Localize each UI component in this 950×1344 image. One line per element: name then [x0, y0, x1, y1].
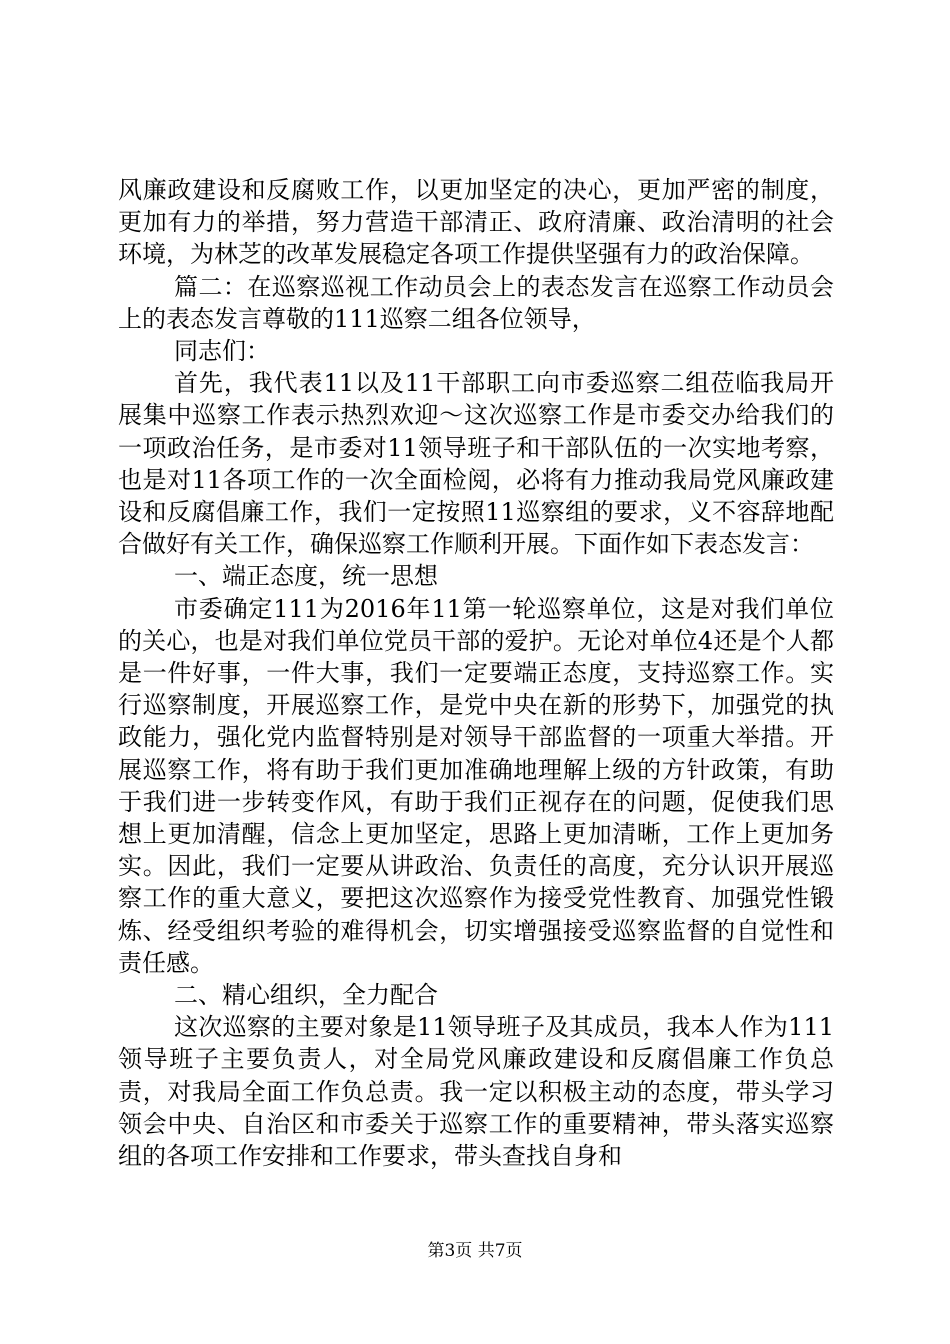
- page-footer: 第3页 共7页: [427, 1241, 523, 1261]
- paragraph-opening: 首先，我代表11以及11干部职工向市委巡察二组莅临我局开展集中巡察工作表示热烈欢迎～这次巡察工作是市委交办给我们的一项政治任务，是市委对11领导班子和干部队伍的一次实地考察，也是对11各项工作的一次全面检阅，必将有力推动我局党风廉政建设和反腐倡廉工作，我们一定按照11巡察组的要求，义不容辞地配合做好有关工作，确保巡察工作顺利开展。下面作如下表态发言：: [118, 369, 834, 559]
- paragraph-continuation: 风廉政建设和反腐败工作，以更加坚定的决心，更加严密的制度，更加有力的举措，努力营造干部清正、政府清廉、政治清明的社会环境，为林芝的改革发展稳定各项工作提供坚强有力的政治保障。: [118, 176, 834, 269]
- paragraph-salutation: 同志们：: [174, 337, 270, 366]
- heading-two: 二、精心组织，全力配合: [174, 981, 438, 1010]
- paragraph-section-title: 篇二：在巡察巡视工作动员会上的表态发言在巡察工作动员会上的表态发言尊敬的111巡察二组各位领导，: [118, 272, 834, 333]
- heading-one: 一、端正态度，统一思想: [174, 562, 438, 591]
- paragraph-cooperation: 这次巡察的主要对象是11领导班子及其成员，我本人作为111领导班子主要负责人，对全局党风廉政建设和反腐倡廉工作负总责，对我局全面工作负总责。我一定以积极主动的态度，带头学习领会中央、自治区和市委关于巡察工作的重要精神，带头落实巡察组的各项工作安排和工作要求，带头查找自身和: [118, 1013, 834, 1171]
- document-body: [118, 174, 834, 1172]
- paragraph-attitude: 市委确定111为2016年11第一轮巡察单位，这是对我们单位的关心，也是对我们单位党员干部的爱护。无论对单位4还是个人都是一件好事，一件大事，我们一定要端正态度，支持巡察工作。实行巡察制度，开展巡察工作，是党中央在新的形势下，加强党的执政能力，强化党内监督特别是对领导干部监督的一项重大举措。开展巡察工作，将有助于我们更加准确地理解上级的方针政策，有助于我们进一步转变作风，有助于我们正视存在的问题，促使我们思想上更加清醒，信念上更加坚定，思路上更加清晰，工作上更加务实。因此，我们一定要从讲政治、负责任的高度，充分认识开展巡察工作的重大意义，要把这次巡察作为接受党性教育、加强党性锻炼、经受组织考验的难得机会，切实增强接受巡察监督的自觉性和责任感。: [118, 594, 834, 977]
